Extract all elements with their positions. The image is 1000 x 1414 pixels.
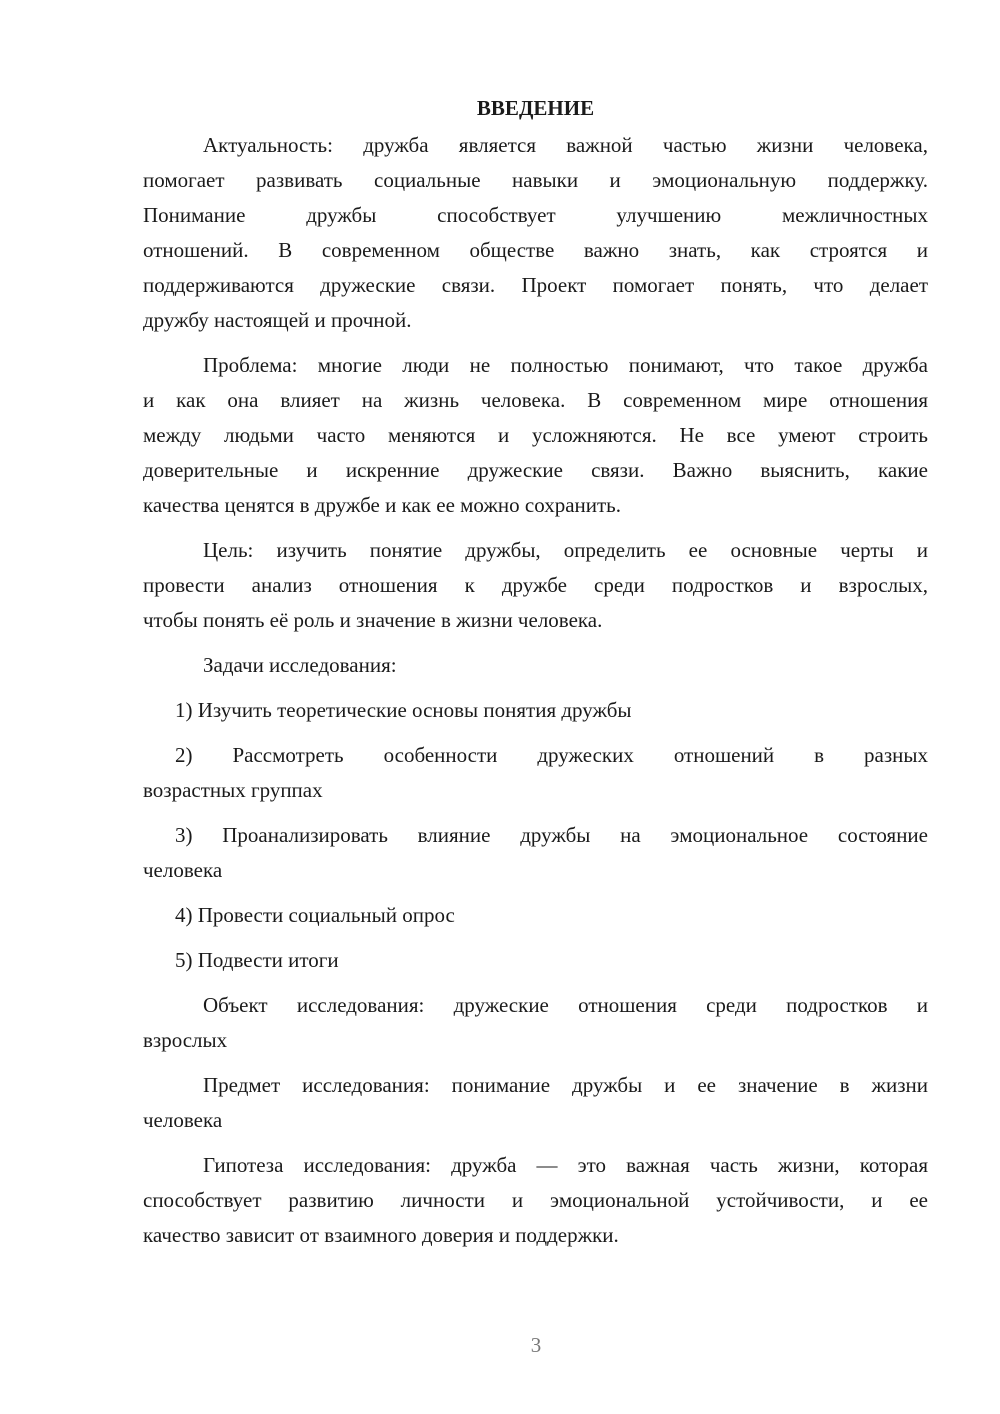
page-content bbox=[143, 91, 928, 1263]
paragraph-line: Объект исследования: дружеские отношения среди подростков и bbox=[203, 993, 928, 1017]
paragraph-line: качества ценятся в дружбе и как ее можно сохранить. bbox=[143, 493, 622, 517]
object-paragraph bbox=[143, 988, 928, 1058]
task-line: 2) Рассмотреть особенности дружеских отношений в разных bbox=[175, 743, 928, 767]
tasks-heading-text: Задачи исследования: bbox=[203, 653, 397, 677]
task-item-4 bbox=[143, 898, 928, 933]
paragraph-line: Актуальность: дружба является важной частью жизни человека, bbox=[203, 133, 928, 157]
paragraph-line: поддерживаются дружеские связи. Проект помогает понять, что делает bbox=[143, 273, 928, 297]
task-line: 5) Подвести итоги bbox=[175, 948, 339, 972]
paragraph-line: способствует развитию личности и эмоциональной устойчивости, и ее bbox=[143, 1188, 928, 1212]
paragraph-line: между людьми часто меняются и усложняются. Не все умеют строить bbox=[143, 423, 928, 447]
task-line: возрастных группах bbox=[143, 778, 323, 802]
paragraph-line: качество зависит от взаимного доверия и поддержки. bbox=[143, 1223, 619, 1247]
paragraph-line: Цель: изучить понятие дружбы, определить ее основные черты и bbox=[203, 538, 928, 562]
paragraph-line: помогает развивать социальные навыки и эмоциональную поддержку. bbox=[143, 168, 928, 192]
goal-paragraph bbox=[143, 533, 928, 638]
task-line: 4) Провести социальный опрос bbox=[175, 903, 455, 927]
subject-paragraph bbox=[143, 1068, 928, 1138]
paragraph-line: взрослых bbox=[143, 1028, 228, 1052]
paragraph-line: дружбу настоящей и прочной. bbox=[143, 308, 412, 332]
paragraph-line: провести анализ отношения к дружбе среди подростков и взрослых, bbox=[143, 573, 928, 597]
task-item-1 bbox=[143, 693, 928, 728]
page-title: ВВЕДЕНИЕ bbox=[476, 96, 595, 120]
hypothesis-paragraph bbox=[143, 1148, 928, 1253]
task-item-3 bbox=[143, 818, 928, 888]
task-item-5 bbox=[143, 943, 928, 978]
task-line: человека bbox=[143, 858, 223, 882]
relevance-paragraph bbox=[143, 128, 928, 338]
task-item-2 bbox=[143, 738, 928, 808]
paragraph-line: отношений. В современном обществе важно знать, как строятся и bbox=[143, 238, 928, 262]
paragraph-line: чтобы понять её роль и значение в жизни человека. bbox=[143, 608, 603, 632]
paragraph-line: и как она влияет на жизнь человека. В современном мире отношения bbox=[143, 388, 928, 412]
task-line: 3) Проанализировать влияние дружбы на эмоциональное состояние bbox=[175, 823, 928, 847]
page-number: 3 bbox=[530, 1333, 542, 1357]
paragraph-line: Гипотеза исследования: дружба — это важная часть жизни, которая bbox=[203, 1153, 928, 1177]
problem-paragraph bbox=[143, 348, 928, 523]
paragraph-line: Проблема: многие люди не полностью понимают, что такое дружба bbox=[203, 353, 928, 377]
paragraph-line: доверительные и искренние дружеские связи. Важно выяснить, какие bbox=[143, 458, 928, 482]
paragraph-line: Предмет исследования: понимание дружбы и ее значение в жизни bbox=[203, 1073, 928, 1097]
paragraph-line: Понимание дружбы способствует улучшению межличностных bbox=[143, 203, 928, 227]
paragraph-line: человека bbox=[143, 1108, 223, 1132]
task-line: 1) Изучить теоретические основы понятия дружбы bbox=[175, 698, 632, 722]
tasks-heading bbox=[143, 648, 928, 683]
